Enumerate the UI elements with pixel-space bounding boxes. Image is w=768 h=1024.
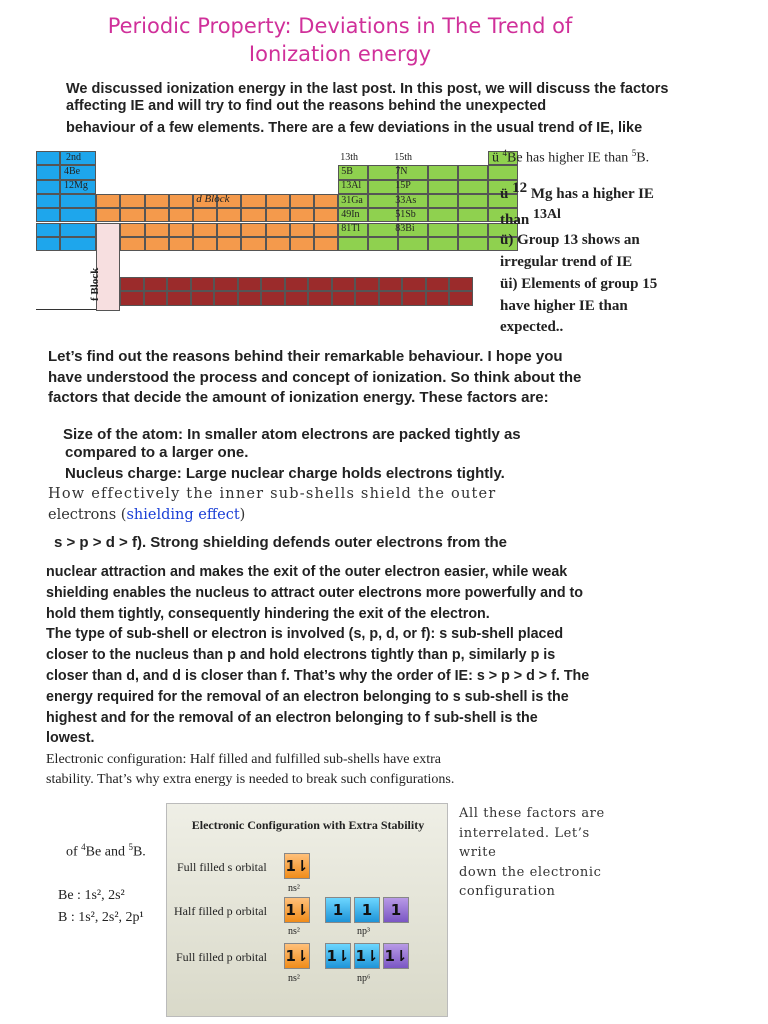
table-cell	[458, 223, 488, 237]
group-15-label: 15th	[394, 152, 412, 163]
table-cell	[144, 277, 168, 291]
intro-paragraph	[66, 80, 706, 138]
f-block-label: f Block	[89, 267, 102, 301]
table-cell	[290, 194, 314, 208]
intro-line-3: behaviour of a few elements. There are a few deviations in the usual trend of IE, like	[66, 120, 643, 136]
np6-label: np⁶	[357, 973, 371, 984]
table-cell	[428, 237, 458, 251]
table-cell	[266, 194, 290, 208]
group-13-element: 81Tl	[341, 223, 361, 235]
table-cell	[368, 237, 398, 251]
table-cell	[449, 277, 473, 291]
table-cell	[144, 291, 168, 305]
table-cell	[458, 180, 488, 194]
table-cell	[120, 237, 144, 251]
table-cell	[261, 291, 285, 305]
row-full-s-label: Full filled s orbital	[177, 860, 267, 874]
table-cell	[217, 237, 241, 251]
table-cell	[368, 194, 398, 208]
body-line: hold them tightly, consequently hindering the exit of the electron.	[46, 605, 490, 622]
group-13-element: 31Ga	[341, 194, 363, 206]
body-line: closer to the nucleus than p and hold electrons tightly than p, similarly p is	[46, 647, 556, 664]
group-15-element: 15P	[395, 180, 411, 192]
intro-line-1: We discussed ionization energy in the last post. In this post, we will discuss the factors	[66, 81, 669, 97]
table-cell	[214, 291, 238, 305]
table-cell	[241, 194, 265, 208]
orbital-box-p1-full: 1⇂	[325, 943, 351, 969]
body-line: energy required for the removal of an electron belonging to s sub-shell is the	[46, 688, 569, 705]
factor-nucleus: Nucleus charge: Large nuclear charge holds electrons tightly.	[65, 465, 505, 482]
table-cell	[290, 237, 314, 251]
note-line: All these factors are	[459, 806, 605, 821]
body-paragraph	[46, 562, 696, 749]
table-cell	[238, 277, 262, 291]
body-line: lowest.	[46, 730, 95, 747]
table-cell	[193, 223, 217, 237]
table-cell	[285, 277, 309, 291]
table-cell	[169, 237, 193, 251]
page-title	[0, 12, 680, 68]
table-cell	[368, 165, 398, 179]
table-cell	[167, 277, 191, 291]
table-baseline	[36, 309, 96, 310]
b-config: B : 1s², 2s², 2p¹	[58, 910, 144, 925]
table-cell	[193, 237, 217, 251]
group-15-element: 83Bi	[395, 223, 415, 235]
table-cell	[449, 291, 473, 305]
table-cell	[379, 291, 403, 305]
table-cell	[167, 291, 191, 305]
table-cell	[36, 208, 60, 222]
table-cell	[36, 223, 60, 237]
table-cell	[458, 208, 488, 222]
be-b-config	[58, 885, 144, 929]
np3-label: np³	[357, 926, 370, 937]
table-cell	[96, 208, 120, 222]
intro-line-2: affecting IE and will try to find out the reasons behind the unexpected	[66, 98, 547, 114]
table-cell	[428, 194, 458, 208]
group-15-element: 33As	[395, 194, 417, 206]
table-cell	[120, 277, 144, 291]
table-cell	[238, 291, 262, 305]
table-cell	[332, 277, 356, 291]
orbital-box-p3-full: 1⇂	[383, 943, 409, 969]
table-cell	[145, 223, 169, 237]
orbital-box-s-half-row: 1⇂	[284, 897, 310, 923]
table-cell	[36, 237, 60, 251]
table-cell	[36, 194, 60, 208]
orbital-figure-title: Electronic Configuration with Extra Stability	[191, 818, 425, 832]
table-cell	[60, 208, 96, 222]
table-cell	[314, 208, 338, 222]
table-cell	[120, 208, 144, 222]
table-cell	[285, 291, 309, 305]
body-line: closer than d, and d is closer than f. That’s why the order of IE: s > p > d > f. The	[46, 667, 590, 684]
orbital-box-p1: 1	[325, 897, 351, 923]
orbital-box-s-full-row3: 1⇂	[284, 943, 310, 969]
note-line: configuration	[459, 884, 556, 899]
config-paragraph: Electronic configuration: Half filled and fulfilled sub-shells have extra stability. That’s why extra energy is needed to break such configurations.	[46, 752, 455, 787]
table-cell	[217, 208, 241, 222]
be-b-note: of $^4$Be and $^5$B.	[66, 842, 146, 860]
orbital-stability-figure	[166, 803, 448, 1017]
table-cell	[314, 194, 338, 208]
factor-size: Size of the atom: In smaller atom electrons are packed tightly as compared to a larger one.	[63, 426, 521, 461]
table-cell	[261, 277, 285, 291]
orbital-box-p3: 1	[383, 897, 409, 923]
table-cell	[145, 237, 169, 251]
table-cell	[145, 208, 169, 222]
mg-label: 12Mg	[64, 180, 88, 191]
d-block-label: d Block	[196, 193, 230, 205]
table-cell	[402, 277, 426, 291]
table-cell	[428, 208, 458, 222]
group-13-element: 5B	[341, 166, 353, 177]
table-cell	[60, 223, 96, 237]
table-cell	[314, 223, 338, 237]
be-label: 4Be	[64, 166, 81, 177]
table-cell	[428, 165, 458, 179]
table-cell	[191, 277, 215, 291]
row-half-p-label: Half filled p orbital	[174, 904, 267, 918]
body-line: highest and for the removal of an electron belonging to f sub-shell is the	[46, 709, 538, 726]
deviation-3: ü) Group 13 shows an irregular trend of IE	[500, 232, 640, 270]
table-cell	[458, 194, 488, 208]
table-cell	[338, 237, 368, 251]
table-cell	[36, 180, 60, 194]
table-cell	[96, 194, 120, 208]
title-line-1: Periodic Property: Deviations in The Trend of	[107, 14, 573, 38]
table-cell	[308, 277, 332, 291]
shielding-effect-link[interactable]: shielding effect	[126, 507, 240, 523]
orbital-box-p2: 1	[354, 897, 380, 923]
table-cell	[169, 208, 193, 222]
table-cell	[241, 223, 265, 237]
periodic-table-figure	[36, 151, 490, 311]
deviation-4: üi) Elements of group 15 have higher IE than expected..	[500, 276, 658, 335]
interrelated-note	[459, 804, 624, 902]
table-cell	[290, 208, 314, 222]
table-cell	[214, 277, 238, 291]
table-cell	[120, 223, 144, 237]
table-cell	[332, 291, 356, 305]
row-full-p-label: Full filled p orbital	[176, 950, 267, 964]
body-line: The type of sub-shell or electron is involved (s, p, d, or f): s sub-shell placed	[46, 626, 564, 643]
table-cell	[266, 223, 290, 237]
reason-paragraph: Let’s find out the reasons behind their remarkable behaviour. I hope you have understood the process and concept of ionization. So think about the factors that decide the amount of ionization energy. These factors are:	[48, 348, 582, 406]
table-cell	[428, 180, 458, 194]
body-line: shielding enables the nucleus to attract outer electrons more powerfully and to	[46, 584, 584, 601]
ns2-label-2: ns²	[288, 926, 300, 937]
table-cell	[241, 208, 265, 222]
group-2-label: 2nd	[66, 152, 81, 163]
table-cell	[241, 237, 265, 251]
be-config: Be : 1s², 2s²	[58, 888, 125, 903]
orbital-box-p2-full: 1⇂	[354, 943, 380, 969]
group-13-element: 49In	[341, 208, 360, 220]
ns2-label-3: ns²	[288, 973, 300, 984]
table-cell	[458, 237, 488, 251]
orbital-box-s-full: 1⇂	[284, 853, 310, 879]
group-13-label: 13th	[340, 152, 358, 163]
table-cell	[266, 208, 290, 222]
group-15-element: 7N	[395, 166, 408, 177]
note-line: down the electronic	[459, 864, 602, 880]
table-cell	[428, 223, 458, 237]
table-cell	[368, 180, 398, 194]
table-cell	[145, 194, 169, 208]
table-cell	[290, 223, 314, 237]
note-line: interrelated. Let’s write	[459, 825, 590, 860]
table-cell	[458, 165, 488, 179]
table-cell	[426, 291, 450, 305]
table-cell	[368, 208, 398, 222]
table-cell	[355, 291, 379, 305]
deviation-1: ü $^4$Be has higher IE than $^5$B.	[492, 148, 650, 166]
ns2-label: ns²	[288, 883, 300, 894]
table-cell	[60, 237, 96, 251]
table-cell	[60, 194, 96, 208]
table-cell	[402, 291, 426, 305]
table-cell	[308, 291, 332, 305]
table-cell	[314, 237, 338, 251]
factor-shielding: How effectively the inner sub-shells shield the outer electrons (shielding effect)	[48, 486, 497, 523]
table-cell	[193, 208, 217, 222]
body-line: nuclear attraction and makes the exit of the outer electron easier, while weak	[46, 564, 568, 580]
table-cell	[379, 277, 403, 291]
table-cell	[36, 165, 60, 179]
table-cell	[120, 194, 144, 208]
table-cell	[355, 277, 379, 291]
table-cell	[191, 291, 215, 305]
table-cell	[368, 223, 398, 237]
table-cell	[36, 151, 60, 165]
table-cell	[426, 277, 450, 291]
shielding-order: s > p > d > f). Strong shielding defends outer electrons from the	[54, 534, 507, 551]
deviation-2: ü $^{12}$ Mg has a higher IE than $^{13Al}$	[500, 180, 654, 228]
title-line-2: Ionization energy	[248, 42, 432, 66]
table-cell	[217, 223, 241, 237]
table-cell	[266, 237, 290, 251]
table-cell	[169, 194, 193, 208]
table-cell	[169, 223, 193, 237]
table-cell	[120, 291, 144, 305]
group-13-element: 13Al	[341, 180, 362, 192]
group-15-element: 51Sb	[395, 208, 416, 220]
table-cell	[398, 237, 428, 251]
